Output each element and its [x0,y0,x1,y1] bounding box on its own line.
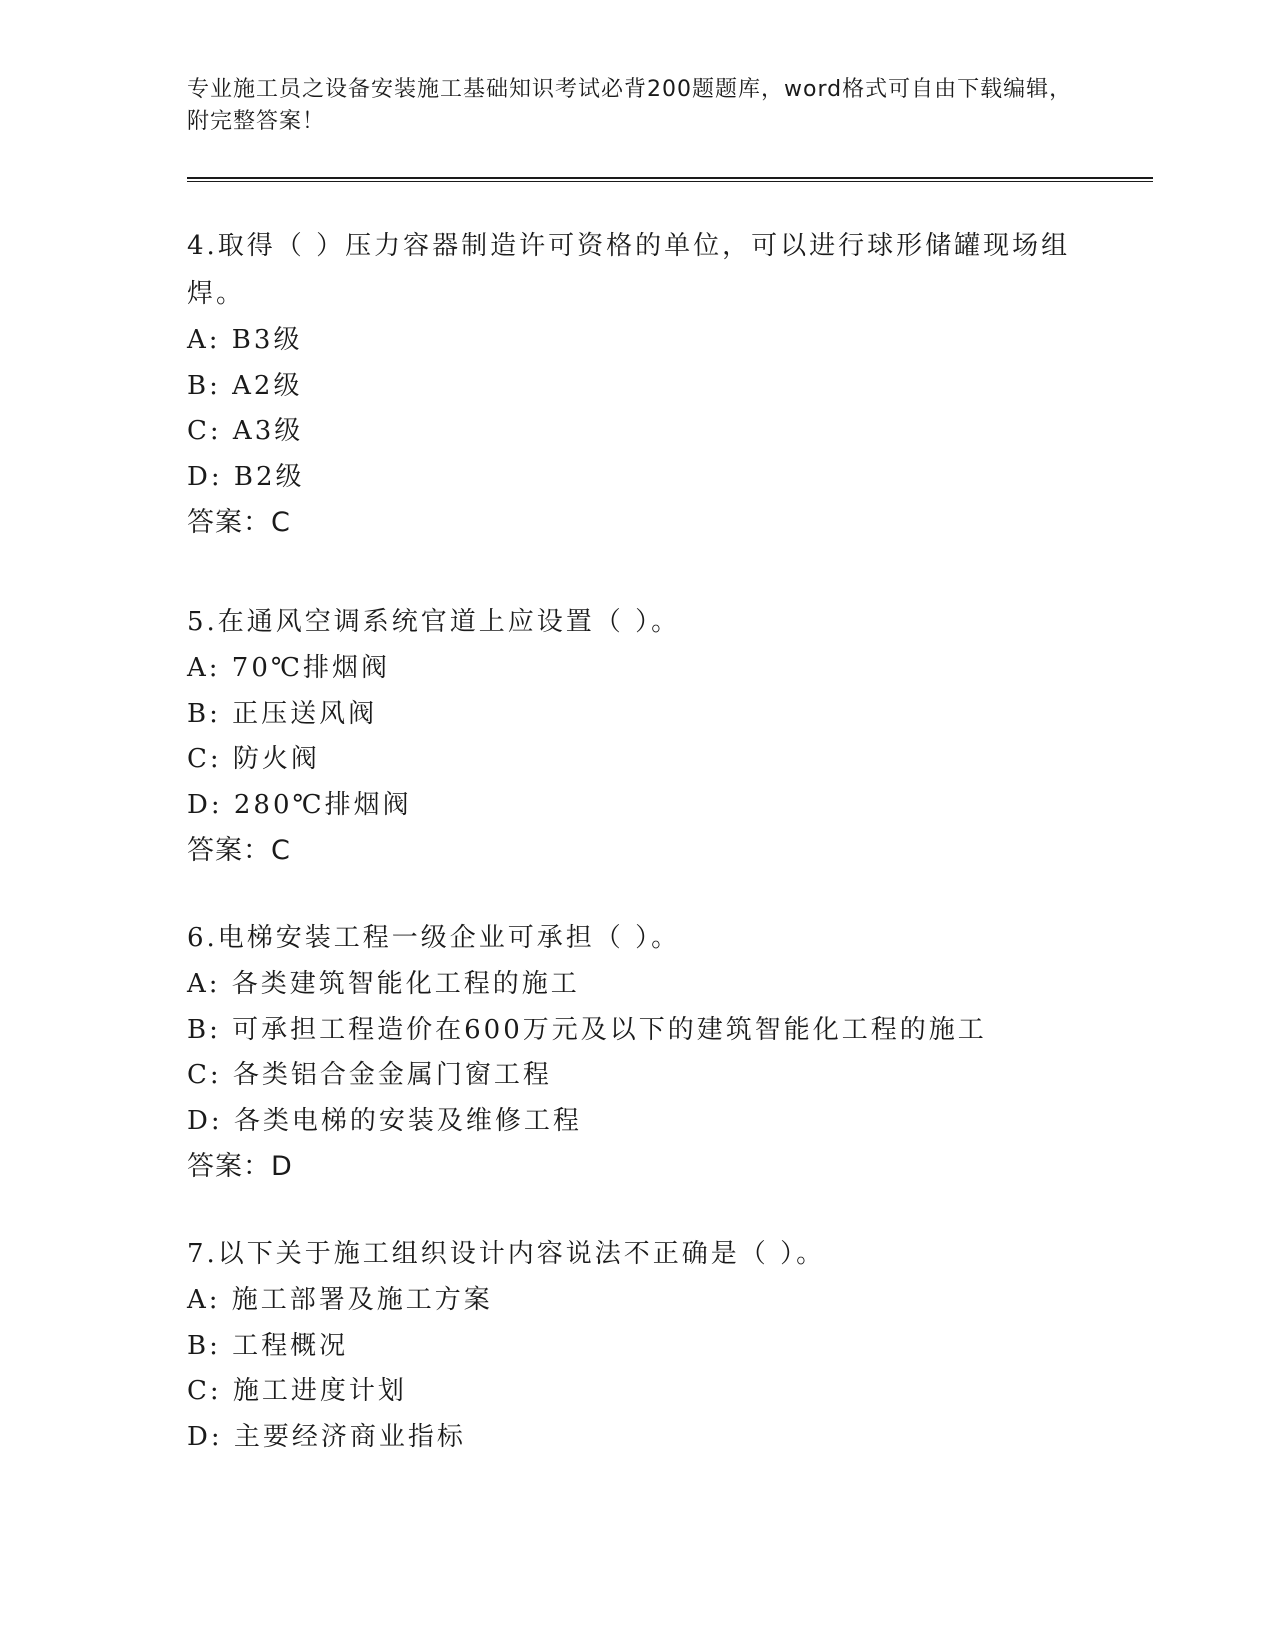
question-stem: 6.电梯安装工程一级企业可承担（ ）。 [187,923,681,953]
option-d: D: 主要经济商业指标 [187,1421,466,1452]
question-4 [187,222,1087,546]
document-header: 专业施工员之设备安装施工基础知识考试必背200题题库，word格式可自由下载编辑，附完整答案！ [187,77,1073,134]
option-d: D: 各类电梯的安装及维修工程 [187,1105,582,1136]
option-d: D: B2级 [187,461,305,492]
question-7 [187,1230,1087,1460]
option-d: D: 280℃排烟阀 [187,789,412,820]
option-b: B: A2级 [187,370,303,401]
option-a: A: 施工部署及施工方案 [187,1285,493,1315]
question-stem: 5.在通风空调系统官道上应设置（ ）。 [187,607,681,637]
question-5 [187,598,1087,874]
question-6 [187,914,1087,1190]
option-b: B: 工程概况 [187,1330,349,1361]
header-divider-thin [187,181,1153,182]
answer-label: 答案：C [187,835,291,866]
option-b: B: 正压送风阀 [187,698,378,729]
option-a: A: B3级 [187,325,303,355]
option-c: C: 防火阀 [187,744,320,774]
question-stem: 4.取得（ ）压力容器制造许可资格的单位，可以进行球形储罐现场组焊。 [187,231,1071,309]
answer-label: 答案：C [187,507,291,538]
option-b: B: 可承担工程造价在600万元及以下的建筑智能化工程的施工 [187,1014,987,1045]
option-a: A: 各类建筑智能化工程的施工 [187,969,580,999]
option-a: A: 70℃排烟阀 [187,653,390,683]
answer-label: 答案：D [187,1151,293,1182]
option-c: C: 各类铝合金金属门窗工程 [187,1060,552,1090]
option-c: C: 施工进度计划 [187,1376,407,1406]
header-divider-thick [187,177,1153,179]
question-stem: 7.以下关于施工组织设计内容说法不正确是（ ）。 [187,1239,826,1269]
option-c: C: A3级 [187,416,304,446]
